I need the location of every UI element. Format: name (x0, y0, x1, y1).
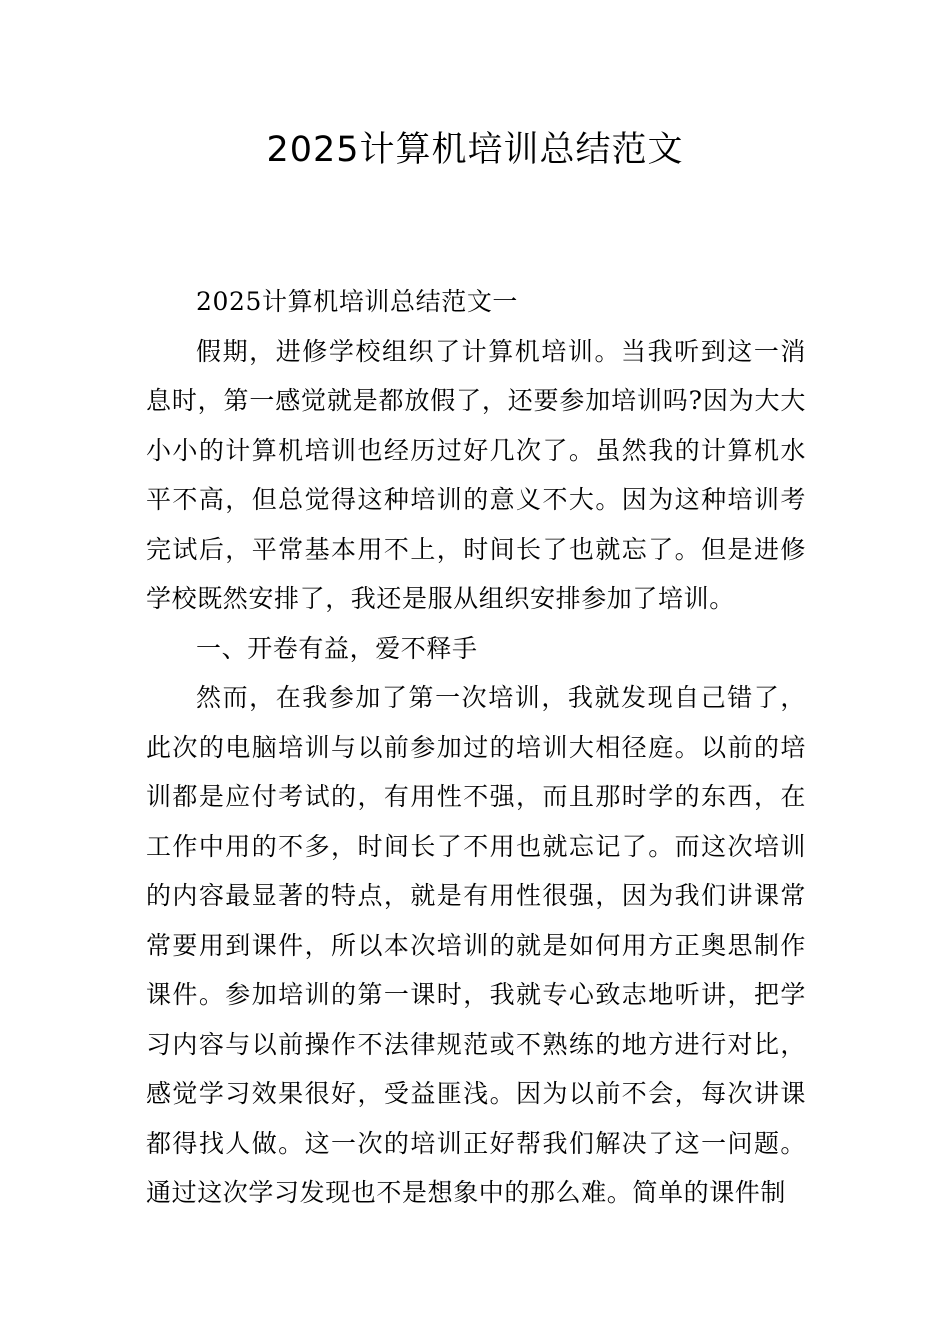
document-title: 2025计算机培训总结范文 (266, 130, 684, 170)
document-body (146, 277, 806, 1218)
body-paragraph: 然而，在我参加了第一次培训，我就发现自己错了，此次的电脑培训与以前参加过的培训大相径庭。以前的培训都是应付考试的，有用性不强，而且那时学的东西，在工作中用的不多，时间长了不用也就忘记了。而这次培训的内容最显著的特点，就是有用性很强，因为我们讲课常常要用到课件，所以本次培训的就是如何用方正奥思制作课件。参加培训的第一课时，我就专心致志地听讲，把学习内容与以前操作不法律规范或不熟练的地方进行对比，感觉学习效果很好，受益匪浅。因为以前不会，每次讲课都得找人做。这一次的培训正好帮我们解决了这一问题。通过这次学习发现也不是想象中的那么难。简单的课件制 (146, 683, 806, 1207)
subsection-heading: 一、开卷有益，爱不释手 (196, 633, 478, 663)
body-paragraph: 假期，进修学校组织了计算机培训。当我听到这一消息时，第一感觉就是都放假了，还要参加培训吗?因为大大小小的计算机培训也经历过好几次了。虽然我的计算机水平不高，但总觉得这种培训的意义不大。因为这种培训考完试后，平常基本用不上，时间长了也就忘了。但是进修学校既然安排了，我还是服从组织安排参加了培训。 (146, 336, 806, 613)
section-heading: 2025计算机培训总结范文一 (196, 287, 519, 316)
